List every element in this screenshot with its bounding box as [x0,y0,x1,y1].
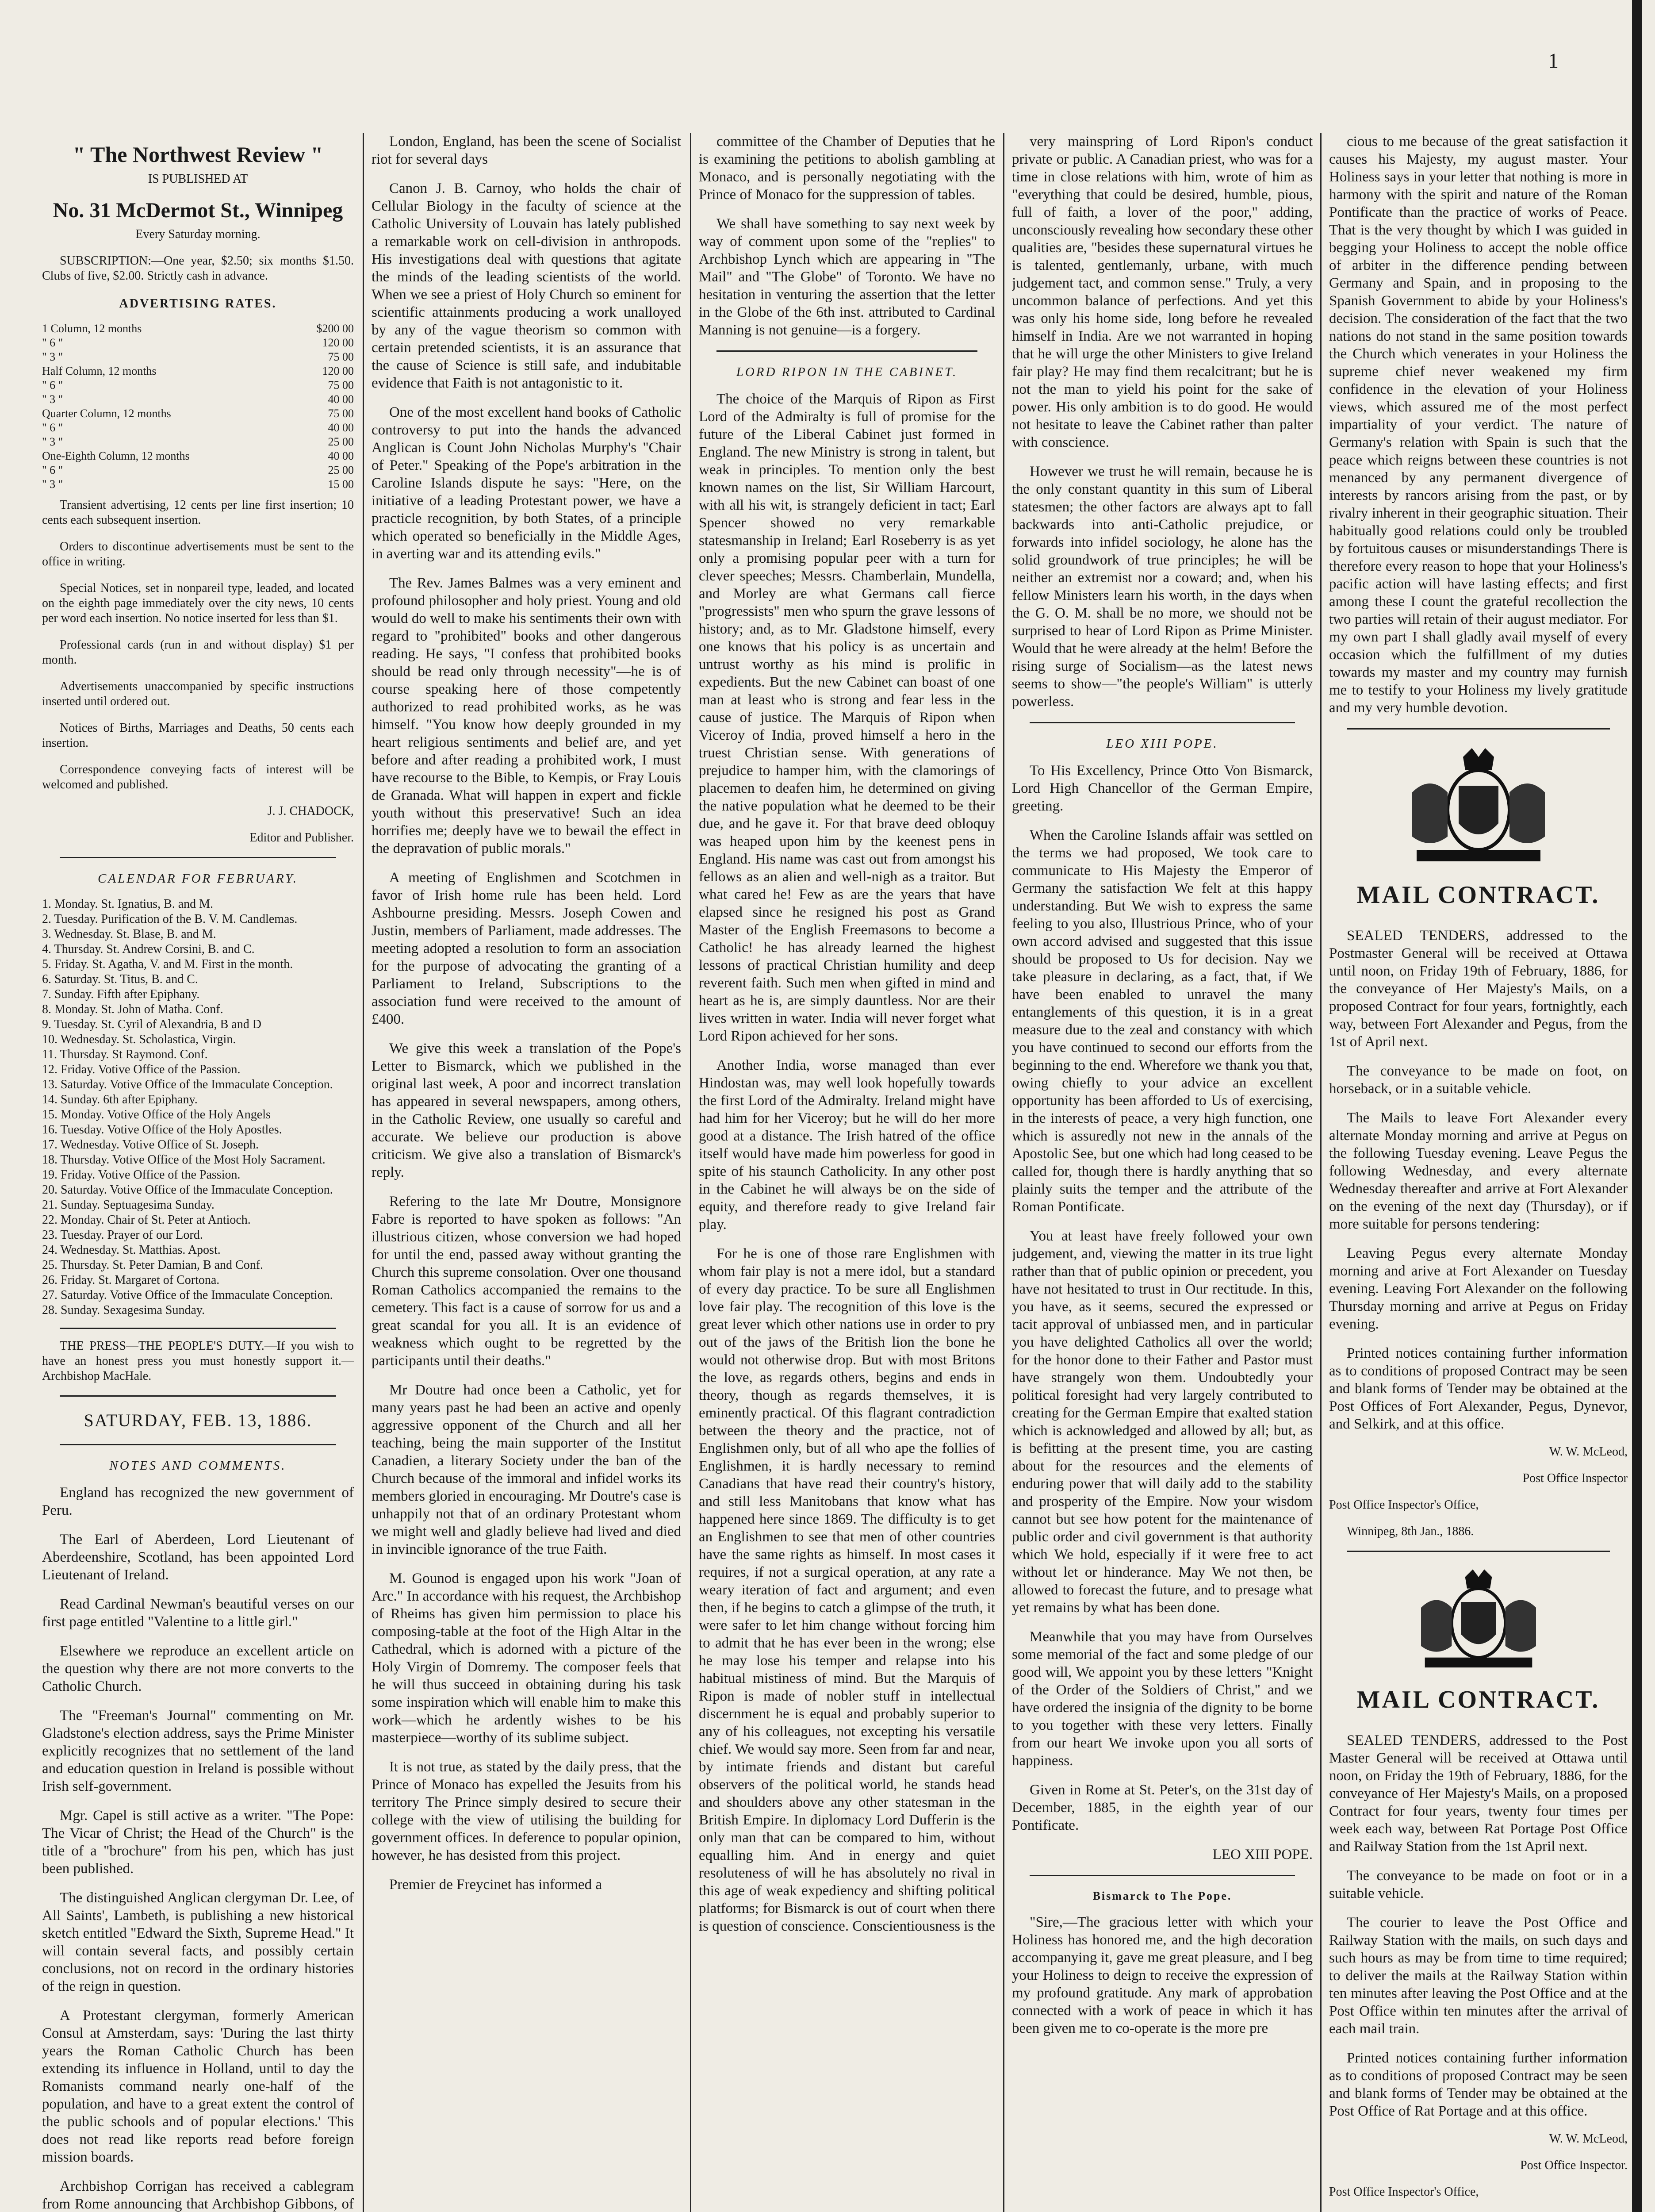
letter-paragraph: To His Excellency, Prince Otto Von Bismarck, Lord High Chancellor of the German Empire, greeting. [1012,763,1313,814]
issue-date: SATURDAY, FEB. 13, 1886. [84,1410,312,1430]
rate-row [42,392,354,407]
divider [716,350,977,352]
article-paragraph: Read Cardinal Newman's beautiful verses on our first page entitled "Valentine to a little girl." [42,1596,354,1630]
rate-amount: 120 00 [322,365,354,377]
rate-label: " 3 " [42,478,63,491]
publication-day: Every Saturday morning. [135,227,261,241]
divider [60,857,336,858]
mail1-date: Winnipeg, 8th Jan., 1886. [1347,1525,1474,1538]
rate-amount: 40 00 [328,449,354,462]
notice-paragraph: Leaving Pegus every alternate Monday morning and arive at Fort Alexander on Tuesday evening. Leaving Fort Alexander on the following Thursday morning and arrive at Pegus on Friday evening. [1329,1245,1628,1332]
rate-row [42,421,354,435]
calendar-entry: 18. Thursday. Votive Office of the Most Holy Sacrament. [42,1153,326,1167]
rate-row [42,407,354,421]
professional-cards: Professional cards (run in and without display) $1 per month. [42,638,354,667]
divider [60,1395,336,1397]
calendar-entry: 15. Monday. Votive Office of the Holy Angels [42,1108,271,1121]
rate-row [42,449,354,463]
rate-row [42,378,354,392]
article-paragraph: The choice of the Marquis of Ripon as First Lord of the Admiralty is full of promise for the future of the Liberal Cabinet just formed in England. The new Ministry is strong in talent, but weak in principles. To mention only the best known names on the list, Sir William Harcourt, with all his wit, is strangely deficient in tact; Earl Spencer showed no very remarkable statesmanship in Ireland; Earl Roseberry is as yet only a promising popular peer with a turn for clever speeches; Messrs. Chamberlain, Mundella, and Morley are what Germans call fierce "progressists" men who spurn the grave lessons of history; and, as to Mr. Gladstone himself, every one knows that his policy is as uncertain and untrust worthy as his mind is prolific in expedients. But the new Cabinet can boast of one man at least who is strong and fear less in the cause of justice. The Marquis of Ripon when Viceroy of India, proved himself a hero in the truest Christian sense. With generations of prejudice to hamper him, with the clamorings of placemen to deafen him, he determined on giving the native population what he deemed to be their due, and he gave it. For that brave deed obloquy was heaped upon him by the keenest pens in England. His name was cast out from amongst his fellows as an alien and well-nigh as a traitor. But what cared he! Few as are the years that have elapsed since he resigned his post as Grand Master of the English Freemasons to become a Catholic! he has already learned the highest lessons of practical Christian humility and deep reverent faith. Such men when gifted in mind and heart as he is, are simply dauntless. Nor are their lives written in water. India will never forget what Lord Ripon achieved for her sons. [699,391,995,1044]
rate-row [42,435,354,449]
births-notice: Notices of Births, Marriages and Deaths, 50 cents each insertion. [42,721,354,750]
rate-amount: 25 00 [328,464,354,476]
calendar-entry: 19. Friday. Votive Office of the Passion. [42,1168,241,1182]
rate-amount: 40 00 [328,393,354,406]
article-paragraph: A Protestant clergyman, formerly American Consul at Amsterdam, says: 'During the last thirty years the Roman Catholic Church has been extending its influence in Holland, until to day the Romanists command nearly one-half of the population, and have to a great extent the control of the public schools and of popular elections.' This does not read like reports read before foreign mission boards. [42,2008,354,2165]
article-paragraph: very mainspring of Lord Ripon's conduct private or public. A Canadian priest, who was for a time in close relations with him, wrote of him as "everything that could be desired, humble, pious, full of faith, a lover of the poor," adding, unconsciously revealing how secondary these other qualities are, "besides these supernatural virtues he is talented, gentlemanly, urbane, with much judgement tact, and common sense." Truly, a very uncommon balance of perfections. And yet this was only his home side, long before he revealed himself in India. Are we not warranted in hoping that he will urge the other Ministers to give Ireland fair play? He may find them recalcitrant; but he is not the man to yield his point for the sake of power. His only ambition is to do good. He would not hesitate to leave the Cabinet rather than palter with conscience. [1012,134,1313,450]
special-notices: Special Notices, set in nonpareil type, leaded, and located on the eighth page immediately over the city news, 10 cents per word each insertion. No notice inserted for less than $1. [42,581,354,625]
rate-label: Half Column, 12 months [42,365,157,377]
rate-amount: 120 00 [322,336,354,349]
article-paragraph: Refering to the late Mr Doutre, Monsignore Fabre is reported to have spoken as follows: "An illustrious citizen, whose conversion we had hoped for until the end, passed away without granting the Church this supreme consolation. Over one thousand Roman Catholics accompanied the remains to the cemetery. This fact is a cause of sorrow for us and a great scandal for you all. It is an evidence of weakness which ought to be regretted by the participants until their deaths." [372,1194,681,1369]
column-3-articles [699,133,995,339]
article-paragraph: For he is one of those rare Englishmen with whom fair play is not a mere idol, but a standard of every day practice. To be sure all Englishmen love fair play. The recognition of this love is the great lever which other nations use in order to pry out of the jaws of the British lion the bone he would not otherwise drop. But with most Britons the love, as regards others, begins and ends in theory, though as regards themselves, it is eminently practical. Of this flagrant contradiction between the theory and the practice, not of Englishmen only, but of all who ape the follies of Englishmen, it is hardly necessary to remind Canadians that have read their country's history, and still less Manitobans that know what has happened here since 1869. The difficulty is to get an Englishmen to see that men of other countries have the same rights as himself. In most cases it requires, if not a surgical operation, at any rate a weary iteration of fact and argument; and even then, if he begins to catch a glimpse of the truth, it were safer to let him change without forcing him to admit that he has ever been in the wrong; else he may lose his temper and relapse into his habitual mistiness of mind. But the Marquis of Ripon is made of nobler stuff in intellectual discernment he is equal and probably superior to any of his colleagues, not excepting his versatile chief. We would say more. Seen from far and near, by intimate friends and distant but careful observers of the political world, he stands head and shoulders above any other statesman in the British Empire. In diplomacy Lord Dufferin is the only man that can be compared to him, without equalling him. And in energy and quiet resoluteness of will he has absolutely no rival in this age of weak expediency and shifting political platforms; for Bismarck is out of court when there is question of conscience. Conscientiousness is the [699,1246,995,1934]
calendar-entry: 24. Wednesday. St. Matthias. Apost. [42,1243,221,1257]
rate-row [42,477,354,492]
notice-paragraph: The conveyance to be made on foot, on horseback, or in a suitable vehicle. [1329,1063,1628,1097]
article-paragraph: We shall have something to say next week by way of comment upon some of the "replies" to Archbishop Lynch which are appearing in "The Mail" and "The Globe" of Toronto. We have no hesitation in venturing the assertion that the letter in the Globe of the 6th inst. attributed to Cardinal Manning is not genuine—is a forgery. [699,216,995,338]
article-paragraph: However we trust he will remain, because he is the only constant quantity in this sum of Liberal statesmen; the other factors are always apt to fall backwards into anti-Catholic prejudice, or forwards into infidel sociology, he alone has the solid groundwork of true principles; he will be neither an extremist nor a coward; and, when his fellow Ministers learn his worth, in the days when the G. O. M. shall be no more, we should not be surprised to hear of Lord Ripon as Prime Minister. Would that he were already at the helm! Before the rising surge of Socialism—as the latest news seems to show—"the people's William" is utterly powerless. [1012,464,1313,710]
rate-amount: 75 00 [328,379,354,392]
editor-title: Editor and Publisher. [249,831,354,845]
mail2-signer-title: Post Office Inspector. [1520,2158,1628,2172]
mail1-office: Post Office Inspector's Office, [1329,1498,1479,1512]
press-quote: THE PRESS—THE PEOPLE'S DUTY.—If you wish to have an honest press you must honestly support it.—Archbishop MacHale. [42,1339,354,1383]
rate-amount: 40 00 [328,421,354,434]
reply-heading: Bismarck to The Pope. [1092,1889,1232,1902]
calendar-entry: 26. Friday. St. Margaret of Cortona. [42,1273,220,1287]
rate-label: " 6 " [42,421,63,434]
calendar-entry: 8. Monday. St. John of Matha. Conf. [42,1002,223,1016]
mail-contract-2 [1329,1732,1628,2120]
rate-amount: 75 00 [328,350,354,363]
rate-label: " 6 " [42,464,63,476]
column-rule [1003,133,1004,2212]
mail1-signer: W. W. McLeod, [1549,1445,1628,1459]
article-paragraph: committee of the Chamber of Deputies that he is examining the petitions to abolish gambling at Monaco, and is personally negotiating with the Prince of Monaco for the suppression of tables. [699,134,995,203]
mail-contract-title: MAIL CONTRACT. [1356,881,1600,909]
article-paragraph: One of the most excellent hand books of Catholic controversy to put into the hands the advanced Anglican is Count John Nicholas Murphy's "Chair of Peter." Speaking of the Pope's arbitration in the Caroline Islands dispute he says: "Here, on the initiative of a leading Protestant power, we have a practicle recognition, by both States, of a principle which operated so beneficially in the Middle Ages, in averting war and its attending evils." [372,404,681,562]
calendar-entry: 13. Saturday. Votive Office of the Immaculate Conception. [42,1078,333,1091]
column-rule [690,133,691,2212]
calendar-entry: 25. Thursday. St. Peter Damian, B and Conf. [42,1258,264,1272]
calendar-entry: 17. Wednesday. Votive Office of St. Joseph. [42,1138,259,1152]
letter-paragraph: When the Caroline Islands affair was settled on the terms we had proposed, We took care to communicate to His Majesty the Emperor of Germany the satisfaction We felt at this happy understanding. But We wish to express the same feeling to you also, Illustrious Prince, who of your own accord advised and suggested that this issue should be proposed to Us for decision. Nay we take pleasure in declaring, as a fact, that, if We have been enabled to unravel the many entanglements of this question, it is in a great measure due to the zeal and constancy with which you have continued to second our efforts from the beginning to the end. Wherefore we thank you that, owing chiefly to your advice an excellent opportunity has been afforded to Us of exercising, in the interests of peace, a very high function, one which is assuredly not new in the annals of the Apostolic See, but one which had long ceased to be called for, though there is hardly anything that so plainly suits the temper and the attribute of the Roman Pontificate. [1012,827,1313,1215]
letter-paragraph: cious to me because of the great satisfaction it causes his Majesty, my august master. Your Holiness says in your letter that nothing is more in harmony with the spirit and nature of the Roman Pontificate than the practice of works of Peace. That is the very thought by which I was guided in begging your Holiness to accept the noble office of arbiter in the difference pending between Germany and Spain, and in proposing to the Spanish Government to abide by your Holiness's decision. The consideration of the fact that the two nations do not stand in the same position towards the Church which venerates in your Holiness the supreme chief never weakened my firm confidence in the elevation of your Holiness views, which assured me of the most perfect impartiality of your verdict. The nature of Germany's relation with Spain is such that the peace which reigns between these countries is not menanced by any permanent divergence of interests by rancors arising from the past, or by rivalry inherent in their geographic situation. Their habitually good relations could only be troubled by fortuitous causes or misunderstandings There is therefore every reason to hope that your Holiness's pacific action will have lasting effects; and first among these I count the grateful recollection the two parties will retain of their august mediator. For my own part I shall gladly avail myself of every occasion which the fulfillment of my duties towards my master and my country may furnish me to testify to your Holiness my lively gratitude and my very humble devotion. [1329,134,1628,716]
discontinue-notice: Orders to discontinue advertisements must be sent to the office in writing. [42,540,354,568]
column-rule [363,133,364,2212]
rate-label: " 3 " [42,435,63,448]
calendar-heading: CALENDAR FOR FEBRUARY. [98,872,298,886]
column-1 [42,133,354,2212]
calendar-entry: 2. Tuesday. Purification of the B. V. M. Candlemas. [42,912,298,926]
rate-amount: 15 00 [328,478,354,491]
column-4 [1012,133,1313,2212]
editor-name: J. J. CHADOCK, [267,804,354,818]
divider [60,1444,336,1445]
calendar-entry: 9. Tuesday. St. Cyril of Alexandria, B and D [42,1018,261,1031]
notes-heading: NOTES AND COMMENTS. [109,1459,287,1473]
rate-label: 1 Column, 12 months [42,322,142,335]
calendar-entry: 1. Monday. St. Ignatius, B. and M. [42,897,214,911]
calendar-entry: 21. Sunday. Septuagesima Sunday. [42,1198,215,1212]
divider [1347,728,1610,730]
correspondence-notice: Correspondence conveying facts of interest will be welcomed and published. [42,763,354,791]
rate-label: " 3 " [42,393,63,406]
mail1-signer-title: Post Office Inspector [1522,1471,1628,1485]
calendar-entry: 10. Wednesday. St. Scholastica, Virgin. [42,1033,236,1046]
mail2-office: Post Office Inspector's Office, [1329,2185,1479,2199]
rate-row [42,364,354,378]
page-edge-shadow [1632,0,1642,2212]
ripon-article [699,390,995,1935]
calendar-entry: 22. Monday. Chair of St. Peter at Antioch. [42,1213,251,1227]
rate-label: One-Eighth Column, 12 months [42,449,190,462]
calendar-entry: 11. Thursday. St Raymond. Conf. [42,1048,208,1061]
article-paragraph: Mgr. Capel is still active as a writer. "The Pope: The Vicar of Christ; the Head of the Church" is the title of a "brochure" from his pen, which has just been published. [42,1808,354,1877]
notice-paragraph: The conveyance to be made on foot or in a suitable vehicle. [1329,1868,1628,1901]
mail-contract-title: MAIL CONTRACT. [1356,1686,1600,1713]
calendar-entry: 20. Saturday. Votive Office of the Immaculate Conception. [42,1183,333,1197]
letter-paragraph: Given in Rome at St. Peter's, on the 31st day of December, 1885, in the eighth year of our Pontificate. [1012,1782,1313,1833]
article-paragraph: The "Freeman's Journal" commenting on Mr. Gladstone's election address, says the Prime Minister explicitly recognizes that no settlement of the land and education question in Ireland is possible without Irish self-government. [42,1708,354,1794]
rate-row [42,322,354,336]
article-paragraph: Archbishop Corrigan has received a cablegram from Rome announcing that Archbishop Gibbons, of [42,2178,354,2212]
royal-coat-of-arms-icon [1394,1562,1563,1677]
rate-label: " 6 " [42,379,63,392]
mail2-signer: W. W. McLeod, [1549,2132,1628,2146]
article-paragraph: Canon J. B. Carnoy, who holds the chair of Cellular Biology in the faculty of science at the Catholic University of Louvain has lately published a remarkable work on cell-division in anthropods. His investigations deal with questions that agitate the minds of the leading scientists of the world. When we see a priest of Holy Church so eminent for scientific attainments producing a work unalloyed by any of the vague theorism so common with certain pretended scientists, it is an assurance that the cause of Science is still safe, and indubitable evidence that Faith is not antagonistic to it. [372,180,681,391]
notice-paragraph: Printed notices containing further information as to conditions of proposed Contract may be seen and blank forms of Tender may be obtained at the Post Offices of Fort Alexander, Pegus, Dynevor, and Selkirk, and at this office. [1329,1345,1628,1432]
article-paragraph: Elsewhere we reproduce an excellent article on the question why there are not more converts to the Catholic Church. [42,1643,354,1694]
column-3 [699,133,995,2212]
divider [1030,1875,1295,1876]
article-paragraph: England has recognized the new government of Peru. [42,1485,354,1518]
rates-heading: ADVERTISING RATES. [119,297,277,311]
calendar-entry: 3. Wednesday. St. Blase, B. and M. [42,927,216,941]
page-number-mark: 1 [1548,49,1559,73]
article-paragraph: We give this week a translation of the Pope's Letter to Bismarck, which we published in the original last week, A poor and incorrect translation has appeared in several newspapers, among others, in the Catholic Review, one usually so careful and accurate. We believe our production is above criticism. We give also a translation of Bismarck's reply. [372,1041,681,1180]
article-paragraph: The distinguished Anglican clergyman Dr. Lee, of All Saints', Lambeth, is publishing a new historical sketch entitled "Edward the Sixth, Supreme Head." It will contain several facts, and possibly certain conclusions, not on record in the ordinary histories of the reign in question. [42,1890,354,1994]
divider [60,1328,336,1329]
calendar-entry: 28. Sunday. Sexagesima Sunday. [42,1303,205,1317]
calendar-entry: 4. Thursday. St. Andrew Corsini, B. and C. [42,942,255,956]
article-paragraph: Mr Doutre had once been a Catholic, yet for many years past he had been an active and openly aggressive opponent of the Church and all her teaching, being the main supporter of the Institut Canadien, a literary Society under the ban of the Church because of the immoral and infidel works its members gloried in encouraging. Mr Doutre's case is unhappily not that of an ordinary Protestant whom we might well and gladly believe had lived and died in invincible ignorance of the true Faith. [372,1382,681,1557]
ripon-article-continued [1012,133,1313,710]
calendar-entry: 6. Saturday. St. Titus, B. and C. [42,972,198,986]
notice-paragraph: Printed notices containing further information as to conditions of proposed Contract may be seen and blank forms of Tender may be obtained at the Post Office of Rat Portage and at this office. [1329,2050,1628,2119]
article-paragraph: Premier de Freycinet has informed a [389,1877,602,1893]
notice-paragraph: The courier to leave the Post Office and Railway Station with the mails, on such days and such hours as may be from time to time required; to deliver the mails at the Railway Station within ten minutes after leaving the Post Office and at the Post Office within ten minutes after the arrival of each mail train. [1329,1915,1628,2037]
article-paragraph: The Earl of Aberdeen, Lord Lieutenant of Aberdeenshire, Scotland, has been appointed Lord Lieutenant of Ireland. [42,1532,354,1583]
divider [1030,722,1295,723]
calendar-entry: 14. Sunday. 6th after Epiphany. [42,1093,198,1106]
royal-coat-of-arms-icon [1386,739,1571,872]
calendar-entry: 5. Friday. St. Agatha, V. and M. First in the month. [42,957,293,971]
bismarck-reply: "Sire,—The gracious letter with which your Holiness has honored me, and the high decoration accompanying it, gave me great pleasure, and I beg your Holiness to deign to receive the expression of my profound gratitude. Any mark of approbation connected with a work of peace in which it has been given me to co-operate is the more pre [1012,1914,1313,2036]
article-paragraph: Another India, worse managed than ever Hindostan was, may well look hopefully towards the first Lord of the Admiralty. Ireland might have had him for her Viceroy; but he will do her more good at a distance. The Irish hatred of the office itself would have made him powerless for good in spite of his staunch Catholicity. In any other post in the Cabinet he will always be on the side of equity, and therefore ready to give Ireland fair play. [699,1057,995,1233]
rate-row [42,350,354,364]
notice-paragraph: SEALED TENDERS, addressed to the Postmaster General will be received at Ottawa until noon, on Friday 19th of February, 1886, for the conveyance of Her Majesty's Mails, on a proposed Contract for four years, fortnightly, each way, between Fort Alexander and Pegus, from the 1st of April next. [1329,928,1628,1050]
calendar-entry: 7. Sunday. Fifth after Epiphany. [42,987,200,1001]
letter-paragraph: Meanwhile that you may have from Ourselves some memorial of the fact and some pledge of our good will, We appoint you by these letters "Knight of the Order of the Soldiers of Christ," and we have ordered the insignia of the dignity to be borne to you together with these very letters. Finally from our heart We invoke upon you all sorts of happiness. [1012,1629,1313,1769]
unaccompanied-ads: Advertisements unaccompanied by specific instructions inserted until ordered out. [42,680,354,708]
mail-contract-1 [1329,927,1628,1433]
pope-letter [1012,762,1313,1834]
rates-table [42,322,354,492]
rate-label: " 6 " [42,336,63,349]
published-at: IS PUBLISHED AT [148,172,248,186]
column-2 [372,133,681,2212]
calendar-entry: 16. Tuesday. Votive Office of the Holy Apostles. [42,1123,282,1137]
notice-paragraph: The Mails to leave Fort Alexander every alternate Monday morning and arrive at Pegus on the following Tuesday evening. Leave Pegus the following Wednesday, and every alternate Wednesday thereafter and arrive at Fort Alexander on the evening of the next day (Thursday), or if more suitable for persons tendering: [1329,1110,1628,1232]
calendar-entry: 27. Saturday. Votive Office of the Immaculate Conception. [42,1288,333,1302]
column-5 [1329,133,1628,2212]
pope-signature: LEO XIII POPE. [1212,1847,1313,1863]
ripon-heading: LORD RIPON IN THE CABINET. [736,365,958,379]
bismarck-reply-continued [1329,133,1628,717]
calendar-entry: 12. Friday. Votive Office of the Passion. [42,1063,241,1076]
article-paragraph: A meeting of Englishmen and Scotchmen in favor of Irish home rule has been held. Lord Ashbourne presiding. Messrs. Joseph Cowen and Justin, members of Parliament, made addresses. The meeting adopted a resolution to form an association for the purpose of advocating the granting of a Parliament to Ireland, Subscriptions to the association fund were received to the amount of £400. [372,870,681,1027]
pope-letter-heading: LEO XIII POPE. [1106,737,1218,751]
subscription-terms: SUBSCRIPTION:—One year, $2.50; six months $1.50. Clubs of five, $2.00. Strictly cash in advance. [42,254,354,283]
article-paragraph: The Rev. James Balmes was a very eminent and profound philosopher and holy priest. Young and old would do well to make his sentiments their own with regard to "prohibited" books and other dangerous reading. He says, "I confess that prohibited books should be read only through necessity"—he is of course speaking here of those competently authorized to read prohibited works, as he was himself. "You know how deeply grounded in my heart religious sentiments and belief are, and yet before and after reading a prohibited work, I must have recourse to the Bible, to Kempis, or Fray Louis de Granada. What will happen in expert and fickle youth without this preservative! Such an idea horrifies me; deeply have we to bewail the effect in the depravation of public morals." [372,575,681,856]
rate-label: Quarter Column, 12 months [42,407,171,420]
calendar-entry: 23. Tuesday. Prayer of our Lord. [42,1228,203,1242]
rate-amount: 75 00 [328,407,354,420]
column-2-articles [372,133,681,1893]
rate-row [42,336,354,350]
rate-row [42,463,354,477]
calendar-list [42,897,354,1318]
divider [1347,1551,1610,1552]
letter-paragraph: You at least have freely followed your own judgement, and, viewing the matter in its true light rather than that of public opinion or precedent, you have not hesitated to trust in Our rectitude. In this, you have, as it seems, secured the expressed or tacit approval of unbiassed men, and in particular you have delighted Catholics all over the world; for the honor done to their Father and Pastor must have strangely won them. Undoubtedly your political foresight had very largely contributed to creating for the German Empire that exalted station which is acknowledged and allowed by all; but, as is befitting at the present time, you are casting about for the resources and the elements of enduring power that will daily add to the stability and prosperity of the Empire. Now your wisdom cannot but see how potent for the maintenance of public order and civil government is that authority which We hold, especially if it were free to act without let or hinderance. May We not then, be allowed to forecast the future, and to presage what yet remains by what has been done. [1012,1228,1313,1616]
transient-ads: Transient advertising, 12 cents per line first insertion; 10 cents each subsequent insertion. [42,498,354,527]
article-paragraph: M. Gounod is engaged upon his work "Joan of Arc." In accordance with his request, the Archbishop of Rheims has given him permission to place his composing-table at the foot of the High Altar in the Cathedral, which is adorned with a picture of the Holy Virgin of Domremy. The composer feels that he will thus succeed in obtaining during his task some inspiration which will enable him to make this work—which he ardently wishes to be his masterpiece—worthy of its sublime subject. [372,1571,681,1746]
column-rule [1320,133,1322,2212]
office-address: No. 31 McDermot St., Winnipeg [53,199,343,222]
masthead-title: " The Northwest Review " [73,142,323,167]
rate-amount: 25 00 [328,435,354,448]
notes-articles [42,1484,354,2212]
notice-paragraph: SEALED TENDERS, addressed to the Post Master General will be received at Ottawa until noon, on Friday the 19th of February, 1886, for the conveyance of Her Majesty's Mails, on a proposed Contract for four years, twenty four times per week each way, between Rat Portage Post Office and Railway Station from the 1st April next. [1329,1732,1628,1855]
article-paragraph: It is not true, as stated by the daily press, that the Prince of Monaco has expelled the Jesuits from his territory The Prince simply desired to secure their college with the view of utilising the building for government offices. In deference to popular opinion, however, he has desisted from this project. [372,1759,681,1863]
rate-label: " 3 " [42,350,63,363]
article-paragraph: London, England, has been the scene of Socialist riot for several days [372,134,681,167]
rate-amount: $200 00 [316,322,354,335]
